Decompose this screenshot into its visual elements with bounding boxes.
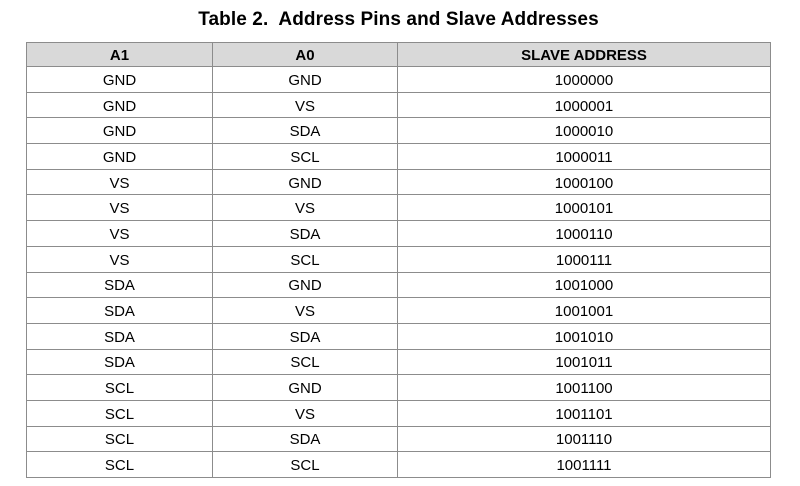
cell-a1 xyxy=(27,375,213,401)
cell-a0 xyxy=(213,375,398,401)
cell-a1-value: SCL xyxy=(104,405,135,423)
cell-slave-address-value: 1001110 xyxy=(555,431,613,449)
column-header-a1-label: A1 xyxy=(109,47,130,64)
cell-slave-address-value: 1000000 xyxy=(554,71,614,89)
cell-slave-address-value: 1001101 xyxy=(555,405,613,423)
cell-a1-value: VS xyxy=(109,225,130,243)
table-row xyxy=(27,452,771,478)
cell-a0 xyxy=(213,400,398,426)
cell-a0 xyxy=(213,92,398,118)
cell-slave-address xyxy=(398,118,771,144)
cell-a0-value: VS xyxy=(294,200,315,218)
cell-a1 xyxy=(27,452,213,478)
cell-slave-address xyxy=(398,246,771,272)
cell-a1-value: SDA xyxy=(104,328,135,346)
cell-a1 xyxy=(27,272,213,298)
cell-a0-value: SCL xyxy=(290,354,320,372)
cell-a1 xyxy=(27,323,213,349)
cell-slave-address xyxy=(398,67,771,93)
table-row xyxy=(27,67,771,93)
cell-a0 xyxy=(213,298,398,324)
cell-slave-address xyxy=(398,272,771,298)
cell-a0-value: SCL xyxy=(290,148,320,166)
table-row xyxy=(27,375,771,401)
cell-a0 xyxy=(213,272,398,298)
cell-a1-value: SCL xyxy=(104,457,135,475)
cell-slave-address xyxy=(398,92,771,118)
cell-a0-value: VS xyxy=(294,303,315,321)
cell-a0-value: SCL xyxy=(290,457,320,475)
cell-a1 xyxy=(27,169,213,195)
cell-a1-value: SDA xyxy=(104,277,135,295)
cell-a0 xyxy=(213,349,398,375)
cell-a0 xyxy=(213,195,398,221)
table-row xyxy=(27,323,771,349)
cell-a0 xyxy=(213,323,398,349)
cell-a0-value: SDA xyxy=(289,123,321,141)
column-header-slave-address xyxy=(398,43,771,67)
cell-slave-address xyxy=(398,144,771,170)
cell-a0 xyxy=(213,426,398,452)
column-header-a0-label: A0 xyxy=(295,47,315,64)
table-row xyxy=(27,298,771,324)
cell-a0-value: GND xyxy=(288,174,322,192)
cell-a0 xyxy=(213,67,398,93)
cell-slave-address xyxy=(398,323,771,349)
cell-slave-address xyxy=(398,221,771,247)
cell-a1-value: SDA xyxy=(104,303,135,321)
cell-a0-value: SDA xyxy=(289,225,321,243)
cell-a1-value: VS xyxy=(109,174,130,192)
cell-slave-address xyxy=(398,375,771,401)
cell-a1 xyxy=(27,426,213,452)
cell-a1 xyxy=(27,246,213,272)
column-header-a0 xyxy=(213,43,398,67)
cell-a0-value: SDA xyxy=(289,328,321,346)
cell-a1 xyxy=(27,144,213,170)
table-header-row xyxy=(27,43,771,67)
cell-slave-address-value: 1001001 xyxy=(554,303,614,321)
cell-a0-value: GND xyxy=(288,71,322,89)
table-row xyxy=(27,169,771,195)
cell-slave-address-value: 1000010 xyxy=(554,123,614,141)
cell-a1 xyxy=(27,349,213,375)
cell-slave-address xyxy=(398,298,771,324)
cell-slave-address xyxy=(398,349,771,375)
column-header-a1 xyxy=(27,43,213,67)
cell-slave-address-value: 1000101 xyxy=(554,200,614,218)
cell-a1-value: SCL xyxy=(104,431,135,449)
cell-a0 xyxy=(213,118,398,144)
cell-slave-address xyxy=(398,195,771,221)
cell-a0 xyxy=(213,144,398,170)
cell-slave-address xyxy=(398,400,771,426)
cell-slave-address xyxy=(398,169,771,195)
cell-a1-value: GND xyxy=(102,71,137,89)
cell-a1-value: GND xyxy=(102,123,137,141)
cell-a0-value: VS xyxy=(294,405,315,423)
cell-slave-address xyxy=(398,426,771,452)
address-pins-table xyxy=(26,42,771,478)
table-row xyxy=(27,426,771,452)
cell-a1-value: VS xyxy=(109,251,130,269)
cell-a1-value: SDA xyxy=(104,354,135,372)
cell-slave-address-value: 1000001 xyxy=(554,97,614,115)
table-caption: Table 2. Address Pins and Slave Addresses xyxy=(198,9,599,30)
cell-a1 xyxy=(27,400,213,426)
cell-slave-address-value: 1001100 xyxy=(555,380,613,398)
cell-a1-value: SCL xyxy=(104,380,135,398)
cell-a0-value: GND xyxy=(288,277,322,295)
cell-a0-value: SDA xyxy=(289,431,321,449)
cell-a0 xyxy=(213,246,398,272)
cell-a0-value: GND xyxy=(288,380,322,398)
table-body xyxy=(27,67,771,478)
cell-slave-address-value: 1000110 xyxy=(555,225,613,243)
cell-slave-address-value: 1001010 xyxy=(554,328,614,346)
cell-a1 xyxy=(27,67,213,93)
table-row xyxy=(27,349,771,375)
cell-slave-address xyxy=(398,452,771,478)
table-row xyxy=(27,92,771,118)
table-row xyxy=(27,246,771,272)
table-row xyxy=(27,221,771,247)
table-row xyxy=(27,118,771,144)
cell-a1-value: GND xyxy=(102,97,137,115)
cell-a1 xyxy=(27,118,213,144)
cell-a1-value: VS xyxy=(109,200,130,218)
cell-a1 xyxy=(27,298,213,324)
cell-slave-address-value: 1001000 xyxy=(554,277,614,295)
table-row xyxy=(27,195,771,221)
cell-a0 xyxy=(213,169,398,195)
cell-a0-value: SCL xyxy=(290,251,320,269)
cell-slave-address-value: 1000011 xyxy=(555,148,613,166)
cell-a1 xyxy=(27,221,213,247)
cell-slave-address-value: 1000100 xyxy=(554,174,614,192)
cell-slave-address-value: 1000111 xyxy=(555,251,613,269)
column-header-slave-address-label: SLAVE ADDRESS xyxy=(521,47,647,64)
cell-a0 xyxy=(213,452,398,478)
table-row xyxy=(27,400,771,426)
cell-a0 xyxy=(213,221,398,247)
cell-a1 xyxy=(27,195,213,221)
cell-slave-address-value: 1001011 xyxy=(555,354,613,372)
cell-a1 xyxy=(27,92,213,118)
table-row xyxy=(27,272,771,298)
cell-a0-value: VS xyxy=(294,97,315,115)
table-row xyxy=(27,144,771,170)
cell-slave-address-value: 1001111 xyxy=(556,457,612,475)
cell-a1-value: GND xyxy=(102,148,137,166)
